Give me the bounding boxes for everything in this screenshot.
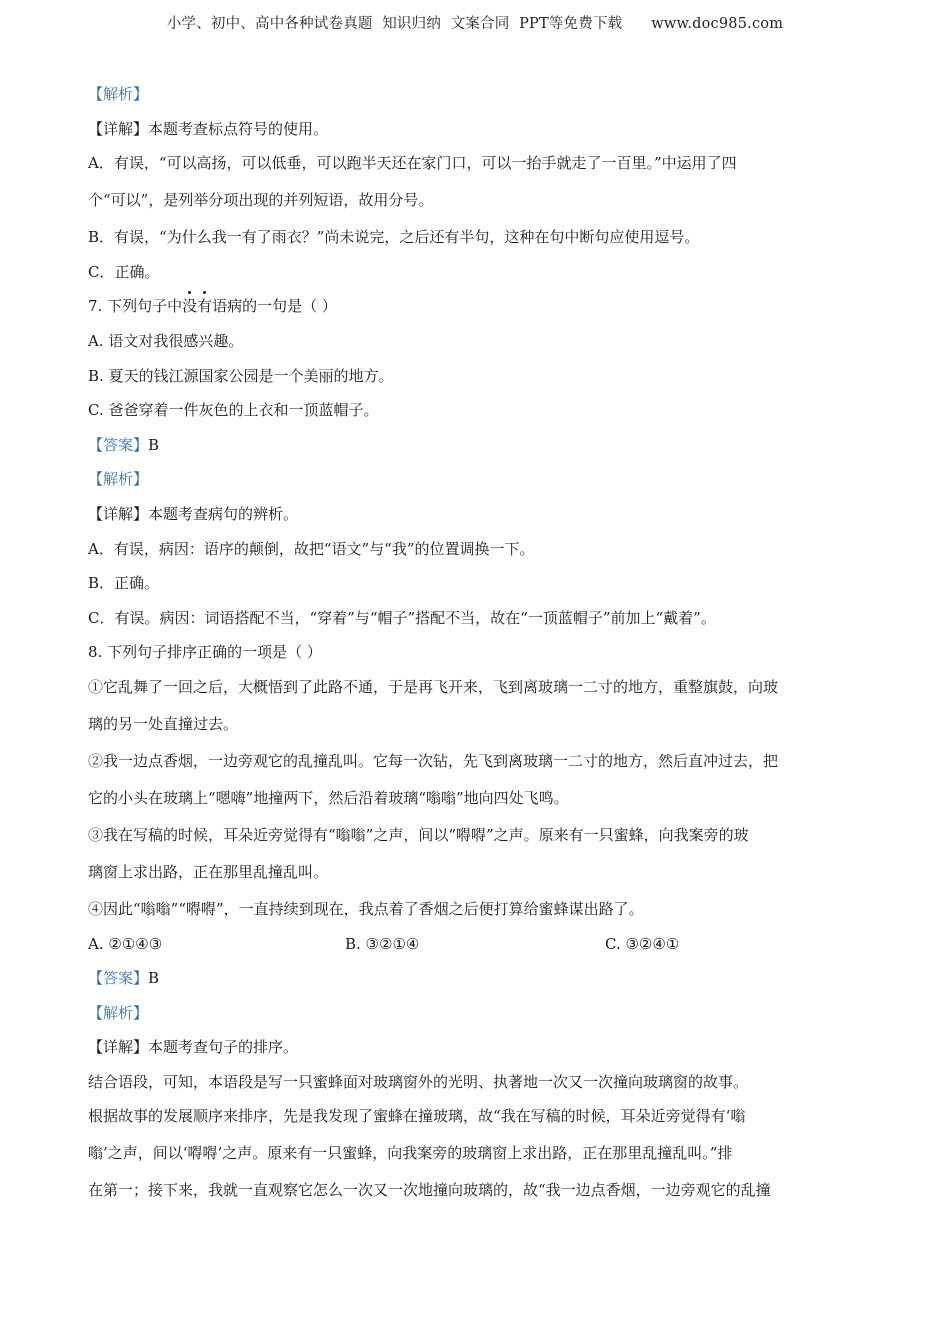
q8-answer-line xyxy=(88,968,860,988)
detail-tag: 【详解】 xyxy=(88,1038,149,1057)
explain-a-line2: 个“可以”，是列举分项出现的并列短语，故用分号。 xyxy=(88,191,434,210)
q8-option-b: B. ③②①④ xyxy=(345,934,420,953)
q8-explain-2-line2: 嗡’之声，间以‘嘚嘚’之声。原来有一只蜜蜂，向我案旁的玻璃窗上求出路，正在那里乱撞乱叫。”排 xyxy=(88,1144,733,1163)
header-left-text: 小学、初中、高中各种试卷真题 知识归纳 文案合同 PPT等免费下载 xyxy=(166,16,623,32)
header-url: www.doc985.com xyxy=(651,16,784,32)
question-7-stem xyxy=(88,296,860,316)
analysis-tag: 【解析】 xyxy=(88,85,149,103)
q8-sentence-2-line2: 它的小头在玻璃上“嗯嗨”地撞两下，然后沿着玻璃“嗡嗡”地向四处飞鸣。 xyxy=(88,788,569,807)
q7-option-b: B. 夏天的钱江源国家公园是一个美丽的地方。 xyxy=(88,366,394,385)
answer-tag: 【答案】 xyxy=(88,435,149,454)
q7-option-a: A. 语文对我很感兴趣。 xyxy=(88,331,244,350)
q8-explain-1: 结合语段，可知，本语段是写一只蜜蜂面对玻璃窗外的光明、执著地一次又一次撞向玻璃窗的故事。 xyxy=(88,1072,749,1091)
q8-sentence-3-line1: ③我在写稿的时候，耳朵近旁觉得有“嗡嗡”之声，间以“嘚嘚”之声。原来有一只蜜蜂，向我案旁的玻 xyxy=(88,825,749,844)
question-8-stem: 8. 下列句子排序正确的一项是（ ） xyxy=(88,643,322,662)
q7-explain-a: A．有误，病因：语序的颠倒，故把“语文”与“我”的位置调换一下。 xyxy=(88,539,535,558)
q8-detail-line xyxy=(88,1037,860,1057)
q8-options xyxy=(88,934,860,954)
detail-text: 本题考查病句的辨析。 xyxy=(148,504,299,523)
q8-analysis-line xyxy=(88,1003,860,1023)
analysis-tag: 【解析】 xyxy=(88,470,149,489)
detail-text: 本题考查标点符号的使用。 xyxy=(148,119,329,138)
q8-explain-2-line3: 在第一；接下来，我就一直观察它怎么一次又一次地撞向玻璃的，故“我一边点香烟，一边旁观它的乱撞 xyxy=(88,1181,771,1200)
q7-analysis-line xyxy=(88,469,860,489)
detail-text: 本题考查句子的排序。 xyxy=(148,1038,299,1057)
q8-sentence-4: ④因此“嗡嗡”“嘚嘚”，一直持续到现在，我点着了香烟之后便打算给蜜蜂谋出路了。 xyxy=(88,899,644,918)
q7-suffix: 语病的一句是（ ） xyxy=(212,297,337,316)
detail-tag: 【详解】 xyxy=(88,504,149,523)
detail-tag: 【详解】 xyxy=(88,119,149,138)
q8-sentence-2-line1: ②我一边点香烟，一边旁观它的乱撞乱叫。它每一次钻，先飞到离玻璃一二寸的地方，然后直冲过去，把 xyxy=(88,751,779,770)
answer-value: B xyxy=(148,969,160,988)
q7-detail-line xyxy=(88,504,860,524)
q7-explain-c: C．有误。病因：词语搭配不当，“穿着”与“帽子”搭配不当，故在“一顶蓝帽子”前加上“戴着”。 xyxy=(88,608,716,627)
explain-b: B．有误，“为什么我一有了雨衣？”尚未说完，之后还有半句，这种在句中断句应使用逗号。 xyxy=(88,228,700,247)
document-body xyxy=(88,84,860,1217)
q7-explain-b: B．正确。 xyxy=(88,574,160,593)
analysis-tag-line xyxy=(88,84,860,104)
analysis-tag: 【解析】 xyxy=(88,1003,149,1022)
q8-sentence-1-line1: ①它乱舞了一回之后，大概悟到了此路不通，于是再飞开来，飞到离玻璃一二寸的地方，重整旗鼓，向玻 xyxy=(88,677,779,696)
q8-sentence-3-line2: 璃窗上求出路，正在那里乱撞乱叫。 xyxy=(88,862,329,881)
page-header xyxy=(0,12,950,33)
explain-c: C．正确。 xyxy=(88,262,160,281)
emphasis-dot-char: 没 xyxy=(182,297,198,316)
detail-line xyxy=(88,119,860,139)
explain-a-line1: A．有误，“可以高扬，可以低垂，可以跑半天还在家门口，可以一抬手就走了一百里。”中运用了四 xyxy=(88,154,737,173)
answer-value: B xyxy=(148,435,160,454)
q7-option-c: C. 爸爸穿着一件灰色的上衣和一顶蓝帽子。 xyxy=(88,401,379,420)
emphasis-dot-char: 有 xyxy=(197,297,213,316)
q8-explain-2-line1: 根据故事的发展顺序来排序，先是我发现了蜜蜂在撞玻璃，故“我在写稿的时候，耳朵近旁觉得有‘嗡 xyxy=(88,1107,746,1126)
q8-option-a: A. ②①④③ xyxy=(88,934,163,953)
q7-answer-line xyxy=(88,435,860,455)
q8-sentence-1-line2: 璃的另一处直撞过去。 xyxy=(88,714,239,733)
q8-option-c: C. ③②④① xyxy=(605,934,680,953)
q7-prefix: 7. 下列句子中 xyxy=(88,297,183,316)
answer-tag: 【答案】 xyxy=(88,969,149,988)
